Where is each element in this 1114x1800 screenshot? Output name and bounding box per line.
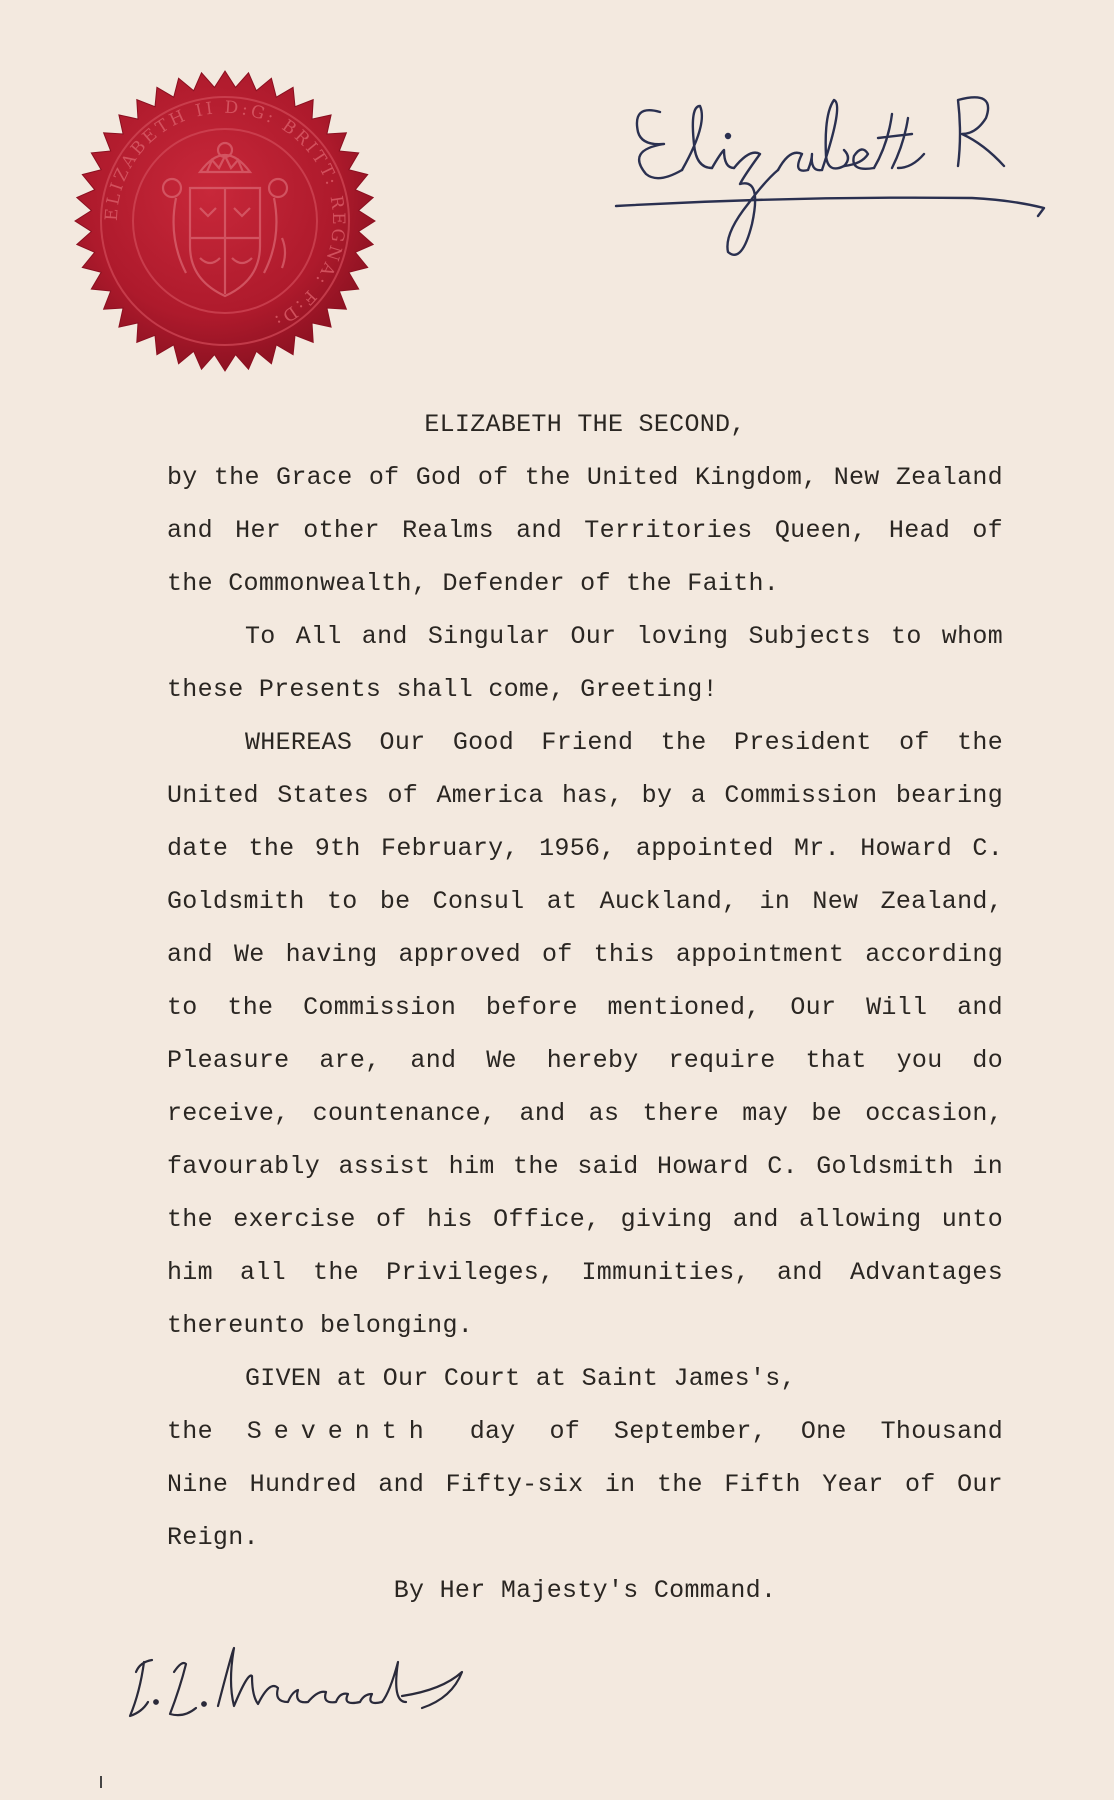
given-day: Seventh [246,1417,436,1446]
given-line2-suffix: day of September, One Thousand [469,1417,1004,1446]
given-line1: GIVEN at Our Court at Saint James's, [245,1364,796,1393]
edge-mark [100,1776,102,1788]
queen-signature [612,84,1062,284]
paragraph2-line2: these Presents shall come, Greeting! [167,675,718,704]
paragraph3-line7: Pleasure are, and We hereby require that you do [167,1046,1003,1075]
given-line2-prefix: the [167,1417,213,1446]
given-line3: Nine Hundred and Fifty-six in the Fifth Year of Our [167,1470,1003,1499]
paragraph3-line6: to the Commission before mentioned, Our Will and [167,993,1003,1022]
paragraph3-line2: United States of America has, by a Commission bearing [167,781,1003,810]
given-line2 [167,1405,1003,1458]
paragraph1-line3: the Commonwealth, Defender of the Faith. [167,569,780,598]
paragraph3-line8: receive, countenance, and as there may be occasion, [167,1099,1003,1128]
paragraph3-line11: him all the Privileges, Immunities, and Advantages [167,1258,1003,1287]
paragraph1-line1: by the Grace of God of the United Kingdom, New Zealand [167,463,1003,492]
document-body [167,398,1003,1617]
paragraph2-line1: To All and Singular Our loving Subjects to whom [245,622,1003,651]
given-line4: Reign. [167,1523,259,1552]
minister-signature [122,1632,502,1732]
command-line: By Her Majesty's Command. [393,1576,777,1605]
paragraph3-line1: WHEREAS Our Good Friend the President of the [245,728,1003,757]
paragraph3-line5: and We having approved of this appointment according [167,940,1003,969]
paragraph3-line12: thereunto belonging. [167,1311,474,1340]
paragraph1-line2: and Her other Realms and Territories Queen, Head of [167,516,1003,545]
paragraph3-line10: the exercise of his Office, giving and allowing unto [167,1205,1003,1234]
paragraph3-line9: favourably assist him the said Howard C. Goldsmith in [167,1152,1003,1181]
document-title: ELIZABETH THE SECOND, [424,410,746,439]
seal-legend: ELIZABETH II D:G: BRITT: REGNA: F:D: [101,97,349,333]
royal-seal-icon [72,68,378,374]
paragraph3-line4: Goldsmith to be Consul at Auckland, in New Zealand, [167,887,1003,916]
paragraph3-line3: date the 9th February, 1956, appointed Mr. Howard C. [167,834,1003,863]
